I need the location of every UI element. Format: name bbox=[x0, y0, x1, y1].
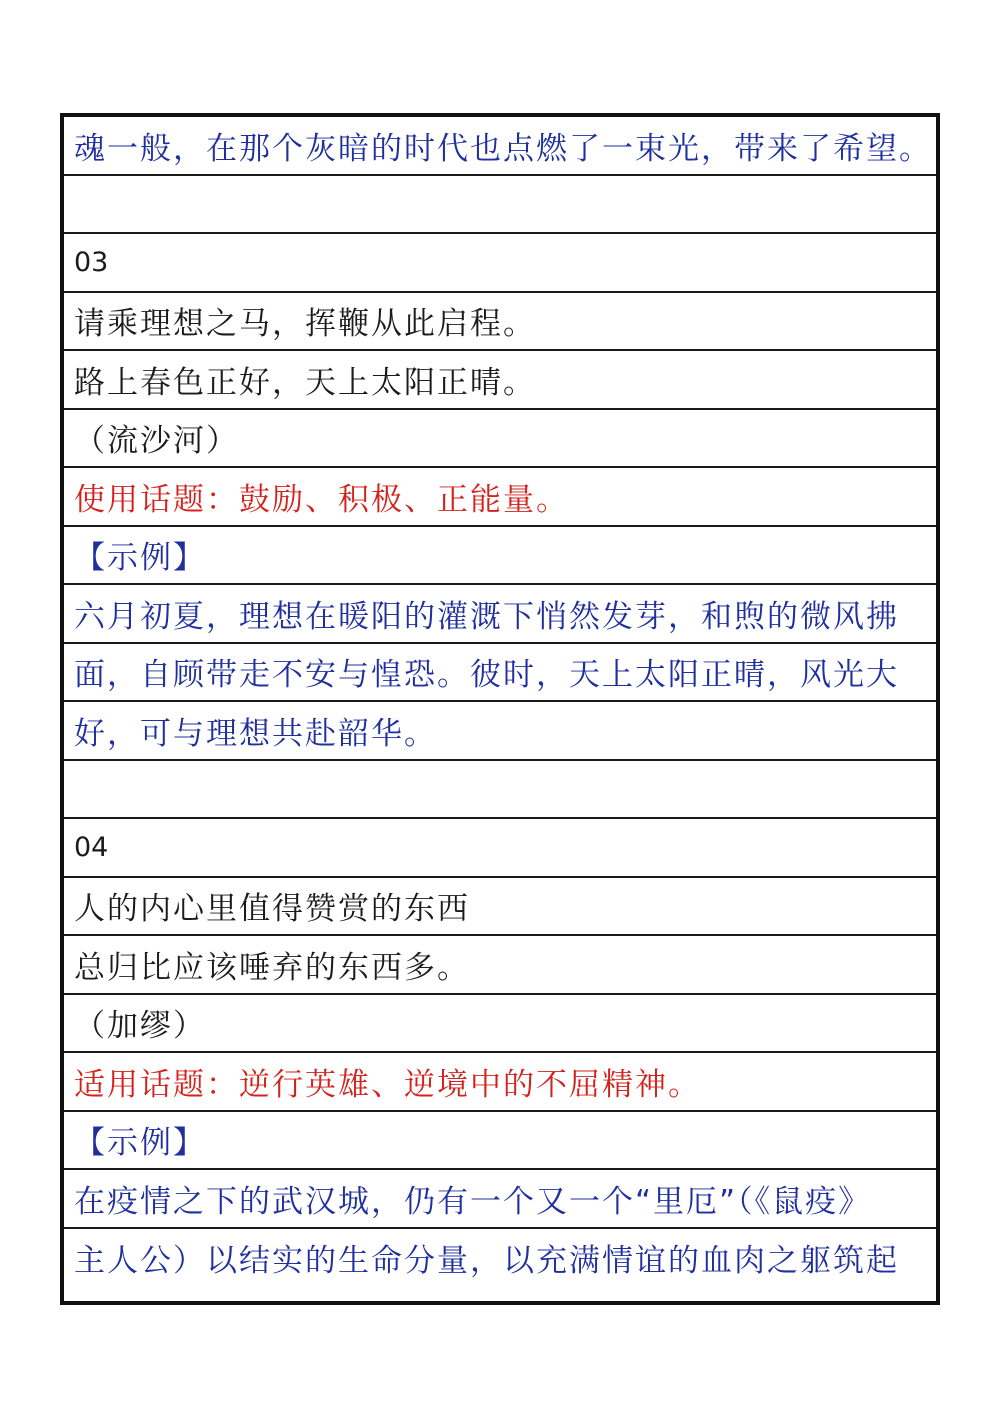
example-line: 面，自顾带走不安与惶恐。彼时，天上太阳正晴，风光大 bbox=[64, 644, 936, 703]
example-line: 好，可与理想共赴韶华。 bbox=[64, 702, 936, 761]
lined-notebook-sheet bbox=[60, 113, 940, 1305]
quote-author: （加缪） bbox=[64, 995, 936, 1054]
quote-author: （流沙河） bbox=[64, 410, 936, 469]
blank-line bbox=[64, 176, 936, 235]
section-number: 03 bbox=[64, 234, 936, 293]
quote-line: 总归比应该唾弃的东西多。 bbox=[64, 936, 936, 995]
text-line: 魂一般，在那个灰暗的时代也点燃了一束光，带来了希望。 bbox=[64, 117, 936, 176]
example-heading: 【示例】 bbox=[64, 1112, 936, 1171]
example-line: 六月初夏，理想在暖阳的灌溉下悄然发芽，和煦的微风拂 bbox=[64, 585, 936, 644]
text-lines bbox=[64, 117, 936, 1287]
topic-line: 适用话题：逆行英雄、逆境中的不屈精神。 bbox=[64, 1053, 936, 1112]
topic-line: 使用话题：鼓励、积极、正能量。 bbox=[64, 468, 936, 527]
blank-line bbox=[64, 761, 936, 820]
quote-line: 请乘理想之马，挥鞭从此启程。 bbox=[64, 293, 936, 352]
section-number: 04 bbox=[64, 819, 936, 878]
example-heading: 【示例】 bbox=[64, 527, 936, 586]
example-line: 在疫情之下的武汉城，仍有一个又一个“里厄”（《鼠疫》 bbox=[64, 1170, 936, 1229]
quote-line: 人的内心里值得赞赏的东西 bbox=[64, 878, 936, 937]
quote-line: 路上春色正好，天上太阳正晴。 bbox=[64, 351, 936, 410]
example-line: 主人公）以结实的生命分量，以充满情谊的血肉之躯筑起 bbox=[74, 1243, 899, 1280]
